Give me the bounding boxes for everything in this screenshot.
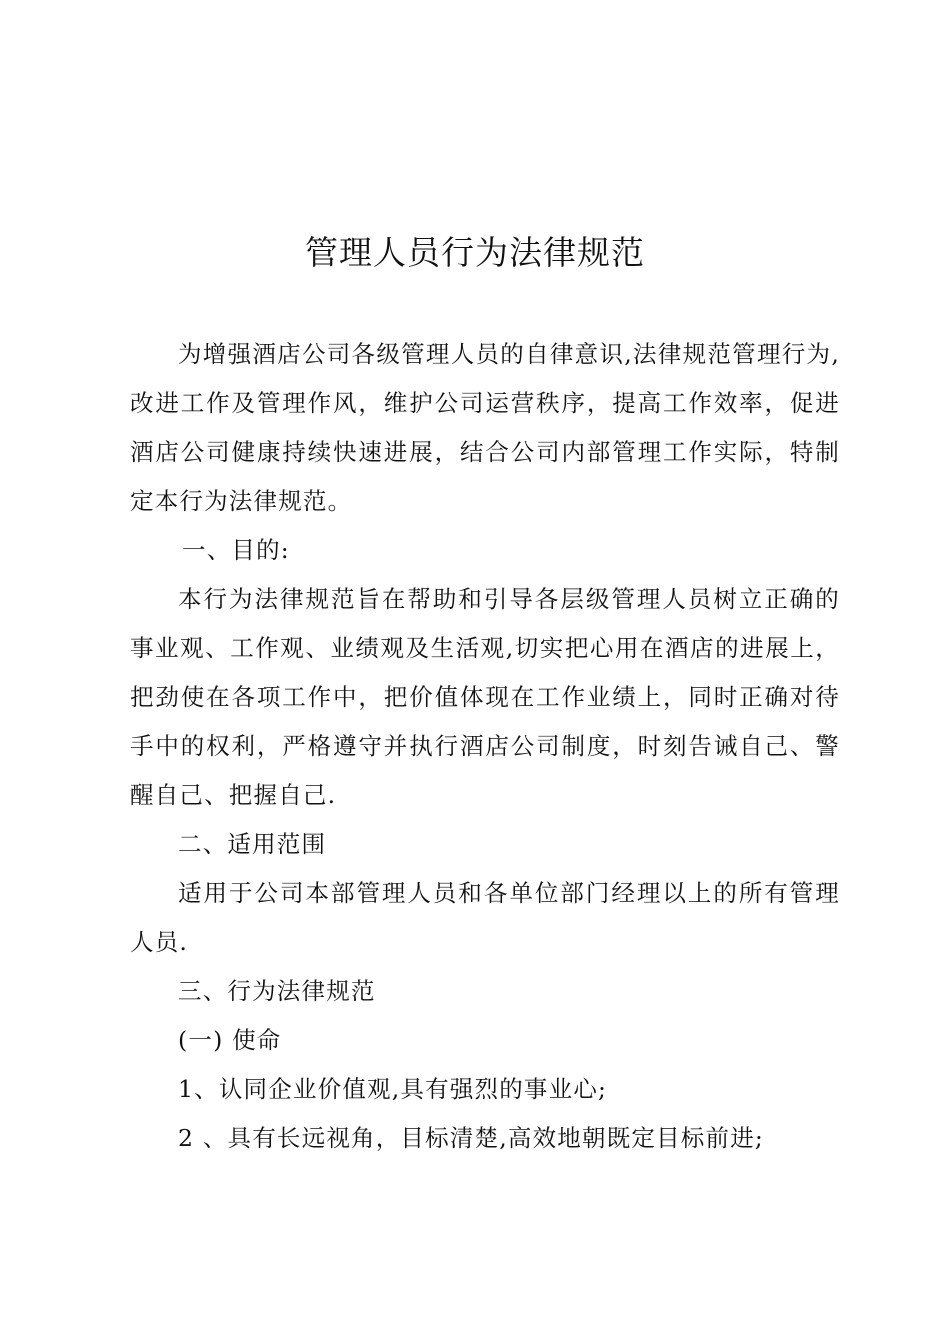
- document-body: [130, 330, 840, 1163]
- subsection-heading-mission: (一) 使命: [178, 1026, 282, 1054]
- paragraph-intro: 为增强酒店公司各级管理人员的自律意识,法律规范管理行为,改进工作及管理作风，维护公司运营秩序，提高工作效率，促进酒店公司健康持续快速进展，结合公司内部管理工作实际，特制定本行为法律规范。: [130, 340, 840, 515]
- paragraph-scope: 适用于公司本部管理人员和各单位部门经理以上的所有管理人员.: [130, 879, 840, 956]
- paragraph-purpose: 本行为法律规范旨在帮助和引导各层级管理人员树立正确的事业观、工作观、业绩观及生活观,切实把心用在酒店的进展上，把劲使在各项工作中，把价值体现在工作业绩上，同时正确对待手中的权利，严格遵守并执行酒店公司制度，时刻告诫自己、警醒自己、把握自己.: [130, 585, 840, 809]
- list-item: 1、认同企业价值观,具有强烈的事业心;: [178, 1075, 608, 1103]
- list-item: 2 、具有长远视角，目标清楚,高效地朝既定目标前进;: [178, 1124, 765, 1152]
- section-heading-scope: 二、适用范围: [178, 830, 327, 858]
- section-heading-norms: 三、行为法律规范: [178, 977, 376, 1005]
- document-title: 管理人员行为法律规范: [305, 233, 645, 272]
- section-heading-purpose: 一、目的:: [182, 536, 290, 564]
